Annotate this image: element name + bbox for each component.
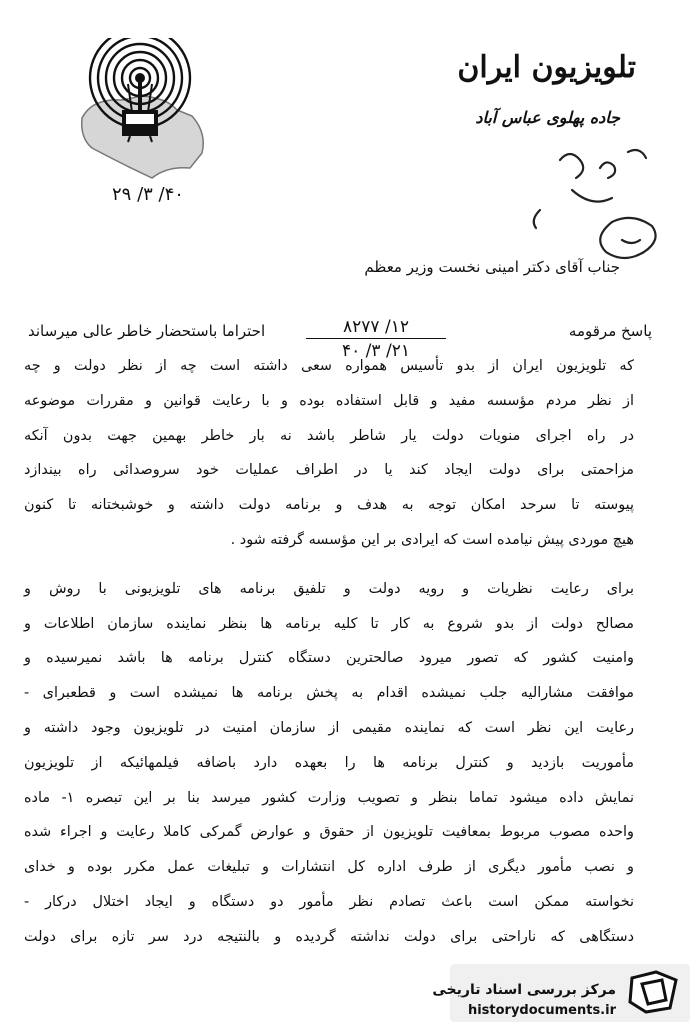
letterhead-address: جاده پهلوی عباس آباد <box>475 108 620 127</box>
reference-label: پاسخ مرقومه <box>568 322 652 340</box>
body-line: پیوسته تا سرحد امکان توجه به هدف و برنامه دولت داشته و خوشبختانه تا کنون <box>24 497 634 514</box>
body-line: هیچ موردی پیش نیامده است که ایرادی بر این مؤسسه گرفته شود . <box>230 532 634 548</box>
body-line: که تلویزیون ایران از بدو تأسیس همواره سعی داشته است چه از نظر دولت و چه <box>24 358 634 374</box>
body-line: واحده مصوب مربوط بمعافیت تلویزیون از حقوق و عوارض گمرکی کاملا رعایت و اجراء شده <box>24 824 634 841</box>
body-line: موافقت مشارالیه جلب نمیشده اقدام به پخش برنامه ها نمیشده است و قطعبرای - <box>24 685 634 702</box>
body-line: وامنیت کشور که تصور میرود صالحترین دستگاه کنترل برنامه ها باشد نمیرسیده و <box>24 650 634 667</box>
archive-logo-icon <box>626 968 682 1016</box>
letterhead-title: تلویزیون ایران <box>457 50 636 85</box>
reference-date: ۲۱/ ۳/ ۴۰ <box>342 341 410 361</box>
body-line: نمایش داده میشود تماما بنظر و تصویب وزارت کشور میرسد بنا بر این تبصره ۱- ماده <box>24 789 634 806</box>
body-line: رعایت این نظر است که نماینده مقیمی از سازمان امنیت در تلویزیون وجود داشته و <box>24 720 634 736</box>
iran-tv-logo-icon <box>72 38 222 188</box>
body-line: مزاحمتی برای دولت ایجاد کند یا در اطراف عملیات خود سروصدائی راه بیندازد <box>24 462 634 479</box>
body-line: از نظر مردم مؤسسه مفید و قابل استفاده بوده و با رعایت قوانین و مقررات موضوعه <box>24 392 634 409</box>
body-line: نخواسته ممکن است باعث تصادم نظر مأمور دو دستگاه و ایجاد اختلال درکار - <box>24 894 634 910</box>
watermark-url[interactable]: historydocuments.ir <box>467 1003 616 1018</box>
body-line: مأموریت بازدید و کنترل برنامه ها را بعهده دارد باضافه فیلمهائیکه از تلویزیون <box>24 754 634 771</box>
reference-note: احتراما باستحضار خاطر عالی میرساند <box>28 322 266 340</box>
body-line: در راه اجرای منویات دولت یار شاطر باشد نه بار خاطر بهمین جهت بدون آنکه <box>24 427 634 444</box>
letter-date: ۴۰/ ۳/ ۲۹ <box>112 184 184 205</box>
body-line: مصالح دولت از بدو شروع به کار تا کلیه برنامه ها بنظر نماینده سازمان اطلاعات و <box>24 615 634 632</box>
body-line: دستگاهی که ناراحتی برای دولت نداشته گردیده و بالنتیجه درد سر تازه برای دولت <box>24 928 634 945</box>
body-line: و نصب مأمور دیگری از طرف اداره کل انتشارات و تبلیغات عمل مکرر بوده و خدای <box>24 859 634 876</box>
salutation: جناب آقای دکتر امینی نخست وزیر معظم <box>364 258 620 276</box>
reference-number: ۱۲/ ۸۲۷۷ <box>306 316 446 339</box>
body-line: برای رعایت نظریات و رویه دولت و تلفیق برنامه های تلویزیونی با روش و <box>24 580 634 597</box>
watermark-text: مرکز بررسی اسناد تاریخی <box>432 982 616 998</box>
